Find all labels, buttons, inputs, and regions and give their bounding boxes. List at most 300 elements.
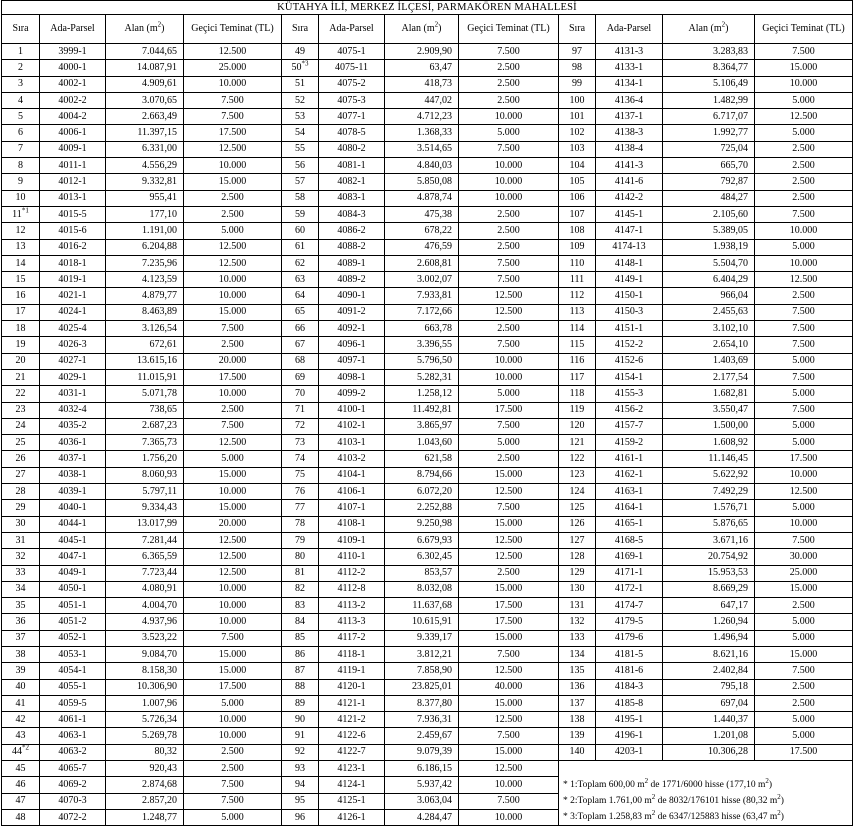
alan-cell: 63,47 xyxy=(385,60,459,76)
teminat-cell: 10.000 xyxy=(184,728,282,744)
alan-cell: 6.717,07 xyxy=(663,109,755,125)
ada-parsel-cell: 4104-1 xyxy=(319,467,385,483)
ada-parsel-cell: 4122-7 xyxy=(319,744,385,760)
sira-cell: 70 xyxy=(282,386,319,402)
alan-cell: 3.865,97 xyxy=(385,418,459,434)
teminat-cell: 7.500 xyxy=(755,44,853,60)
alan-cell: 8.032,08 xyxy=(385,581,459,597)
ada-parsel-cell: 4072-2 xyxy=(40,809,106,825)
ada-parsel-cell: 4152-6 xyxy=(596,353,663,369)
teminat-cell: 17.500 xyxy=(184,369,282,385)
teminat-cell: 5.000 xyxy=(755,239,853,255)
ada-parsel-cell: 4031-1 xyxy=(40,386,106,402)
table-row xyxy=(2,337,853,353)
table-row xyxy=(2,565,853,581)
alan-cell: 4.878,74 xyxy=(385,190,459,206)
alan-cell: 447,02 xyxy=(385,92,459,108)
teminat-cell: 7.500 xyxy=(459,646,559,662)
ada-parsel-cell: 4035-2 xyxy=(40,418,106,434)
ada-parsel-cell: 4089-1 xyxy=(319,255,385,271)
sira-cell: 25 xyxy=(2,435,40,451)
header-ada-parsel: Ada-Parsel xyxy=(319,15,385,44)
alan-cell: 647,17 xyxy=(663,598,755,614)
teminat-cell: 2.500 xyxy=(755,679,853,695)
alan-cell: 9.079,39 xyxy=(385,744,459,760)
alan-cell: 13.615,16 xyxy=(106,353,184,369)
header-ada-parsel: Ada-Parsel xyxy=(596,15,663,44)
sira-cell: 76 xyxy=(282,484,319,500)
sira-cell: 75 xyxy=(282,467,319,483)
sira-cell: 32 xyxy=(2,549,40,565)
ada-parsel-cell: 4117-2 xyxy=(319,630,385,646)
ada-parsel-cell: 4077-1 xyxy=(319,109,385,125)
sira-cell: 52 xyxy=(282,92,319,108)
alan-cell: 2.608,81 xyxy=(385,255,459,271)
teminat-cell: 17.500 xyxy=(755,451,853,467)
sira-cell: 97 xyxy=(559,44,596,60)
ada-parsel-cell: 4142-2 xyxy=(596,190,663,206)
teminat-cell: 12.500 xyxy=(459,532,559,548)
teminat-cell: 2.500 xyxy=(459,239,559,255)
table-row xyxy=(2,484,853,500)
teminat-cell: 40.000 xyxy=(459,679,559,695)
sira-cell: 135 xyxy=(559,663,596,679)
alan-cell: 10.615,91 xyxy=(385,614,459,630)
alan-cell: 665,70 xyxy=(663,158,755,174)
teminat-cell: 10.000 xyxy=(184,712,282,728)
table-row xyxy=(2,614,853,630)
alan-cell: 5.876,65 xyxy=(663,516,755,532)
ada-parsel-cell: 4052-1 xyxy=(40,630,106,646)
sira-cell: 31 xyxy=(2,532,40,548)
sira-cell: 107 xyxy=(559,206,596,222)
ada-parsel-cell: 4082-1 xyxy=(319,174,385,190)
table-row xyxy=(2,92,853,108)
teminat-cell: 15.000 xyxy=(755,60,853,76)
alan-cell: 5.726,34 xyxy=(106,712,184,728)
sira-cell: 14 xyxy=(2,255,40,271)
teminat-cell: 7.500 xyxy=(184,777,282,793)
alan-cell: 1.482,99 xyxy=(663,92,755,108)
sira-cell: 65 xyxy=(282,304,319,320)
ada-parsel-cell: 4164-1 xyxy=(596,500,663,516)
ada-parsel-cell: 4063-1 xyxy=(40,728,106,744)
sira-cell: 109 xyxy=(559,239,596,255)
ada-parsel-cell: 4053-1 xyxy=(40,646,106,662)
ada-parsel-cell: 4136-4 xyxy=(596,92,663,108)
table-row xyxy=(2,418,853,434)
ada-parsel-cell: 4152-2 xyxy=(596,337,663,353)
header-alan: Alan $(m^2)$ xyxy=(106,15,184,44)
alan-cell: 738,65 xyxy=(106,402,184,418)
ada-parsel-cell: 4015-5 xyxy=(40,206,106,222)
sira-cell: 136 xyxy=(559,679,596,695)
alan-cell: 8.377,80 xyxy=(385,695,459,711)
ada-parsel-cell: 4038-1 xyxy=(40,467,106,483)
alan-cell: 795,18 xyxy=(663,679,755,695)
sira-cell: 116 xyxy=(559,353,596,369)
teminat-cell: 12.500 xyxy=(184,141,282,157)
sira-cell: 15 xyxy=(2,272,40,288)
sira-cell: 94 xyxy=(282,777,319,793)
alan-cell: 9.339,17 xyxy=(385,630,459,646)
table-row xyxy=(2,646,853,662)
alan-cell: 5.796,50 xyxy=(385,353,459,369)
sira-cell: 1 xyxy=(2,44,40,60)
ada-parsel-cell: 4168-5 xyxy=(596,532,663,548)
ada-parsel-cell: 4123-1 xyxy=(319,761,385,777)
table-row xyxy=(2,793,853,809)
teminat-cell: 2.500 xyxy=(184,337,282,353)
sira-cell: 73 xyxy=(282,435,319,451)
teminat-cell: 15.000 xyxy=(755,646,853,662)
ada-parsel-cell: 4045-1 xyxy=(40,532,106,548)
sira-cell: 91 xyxy=(282,728,319,744)
footnote: * 3:Toplam 1.258,83 $m^2$ de 6347/125883 hisse (63,47 $m^2$) xyxy=(559,809,853,825)
alan-cell: 4.004,70 xyxy=(106,598,184,614)
ada-parsel-cell: 4147-1 xyxy=(596,223,663,239)
teminat-cell: 12.500 xyxy=(459,712,559,728)
teminat-cell: 30.000 xyxy=(755,549,853,565)
teminat-cell: 2.500 xyxy=(755,158,853,174)
sira-cell: 129 xyxy=(559,565,596,581)
ada-parsel-cell: 4184-3 xyxy=(596,679,663,695)
ada-parsel-cell: 4126-1 xyxy=(319,809,385,825)
sira-cell: 102 xyxy=(559,125,596,141)
sira-cell: 56 xyxy=(282,158,319,174)
teminat-cell: 10.000 xyxy=(459,174,559,190)
header-alan: Alan $(m^2)$ xyxy=(663,15,755,44)
table-title: KÜTAHYA İLİ, MERKEZ İLÇESİ, PARMAKÖREN MAHALLESİ xyxy=(2,1,853,15)
sira-cell: 50$^{*3}$ xyxy=(282,60,319,76)
teminat-cell: 2.500 xyxy=(184,190,282,206)
teminat-cell: 15.000 xyxy=(459,744,559,760)
sira-cell: 55 xyxy=(282,141,319,157)
ada-parsel-cell: 4122-6 xyxy=(319,728,385,744)
alan-cell: 9.250,98 xyxy=(385,516,459,532)
alan-cell: 4.937,96 xyxy=(106,614,184,630)
teminat-cell: 2.500 xyxy=(459,223,559,239)
ada-parsel-cell: 4040-1 xyxy=(40,500,106,516)
ada-parsel-cell: 4171-1 xyxy=(596,565,663,581)
table-row xyxy=(2,272,853,288)
sira-cell: 44$^{*2}$ xyxy=(2,744,40,760)
alan-cell: 11.492,81 xyxy=(385,402,459,418)
sira-cell: 122 xyxy=(559,451,596,467)
sira-cell: 11$^{*1}$ xyxy=(2,206,40,222)
table-row xyxy=(2,174,853,190)
alan-cell: 476,59 xyxy=(385,239,459,255)
ada-parsel-cell: 4121-1 xyxy=(319,695,385,711)
alan-cell: 1.258,12 xyxy=(385,386,459,402)
teminat-cell: 2.500 xyxy=(755,190,853,206)
alan-cell: 5.504,70 xyxy=(663,255,755,271)
sira-cell: 63 xyxy=(282,272,319,288)
teminat-cell: 7.500 xyxy=(184,109,282,125)
teminat-cell: 17.500 xyxy=(459,402,559,418)
teminat-cell: 15.000 xyxy=(459,581,559,597)
alan-cell: 418,73 xyxy=(385,76,459,92)
ada-parsel-cell: 4069-2 xyxy=(40,777,106,793)
alan-cell: 1.608,92 xyxy=(663,435,755,451)
teminat-cell: 2.500 xyxy=(755,174,853,190)
teminat-cell: 5.000 xyxy=(459,125,559,141)
alan-cell: 1.938,19 xyxy=(663,239,755,255)
teminat-cell: 10.000 xyxy=(755,223,853,239)
alan-cell: 10.306,28 xyxy=(663,744,755,760)
ada-parsel-cell: 4103-1 xyxy=(319,435,385,451)
sira-cell: 3 xyxy=(2,76,40,92)
ada-parsel-cell: 4075-11 xyxy=(319,60,385,76)
alan-cell: 5.389,05 xyxy=(663,223,755,239)
ada-parsel-cell: 4103-2 xyxy=(319,451,385,467)
alan-cell: 2.857,20 xyxy=(106,793,184,809)
sira-cell: 92 xyxy=(282,744,319,760)
ada-parsel-cell: 4000-1 xyxy=(40,60,106,76)
ada-parsel-cell: 4138-4 xyxy=(596,141,663,157)
alan-cell: 5.282,31 xyxy=(385,369,459,385)
sira-cell: 77 xyxy=(282,500,319,516)
ada-parsel-cell: 4179-6 xyxy=(596,630,663,646)
teminat-cell: 20.000 xyxy=(184,516,282,532)
sira-cell: 54 xyxy=(282,125,319,141)
alan-cell: 697,04 xyxy=(663,695,755,711)
ada-parsel-cell: 4055-1 xyxy=(40,679,106,695)
sira-cell: 139 xyxy=(559,728,596,744)
alan-cell: 621,58 xyxy=(385,451,459,467)
table-row xyxy=(2,581,853,597)
ada-parsel-cell: 4092-1 xyxy=(319,321,385,337)
sira-cell: 21 xyxy=(2,369,40,385)
alan-cell: 5.622,92 xyxy=(663,467,755,483)
alan-cell: 3.671,16 xyxy=(663,532,755,548)
alan-cell: 1.756,20 xyxy=(106,451,184,467)
alan-cell: 725,04 xyxy=(663,141,755,157)
table-row xyxy=(2,239,853,255)
sira-cell: 18 xyxy=(2,321,40,337)
alan-cell: 3.126,54 xyxy=(106,321,184,337)
teminat-cell: 7.500 xyxy=(755,206,853,222)
teminat-cell: 12.500 xyxy=(755,484,853,500)
ada-parsel-cell: 4174-13 xyxy=(596,239,663,255)
ada-parsel-cell: 4090-1 xyxy=(319,288,385,304)
ada-parsel-cell: 4172-1 xyxy=(596,581,663,597)
sira-cell: 124 xyxy=(559,484,596,500)
header-teminat: Geçici Teminat (TL) xyxy=(459,15,559,44)
sira-cell: 23 xyxy=(2,402,40,418)
teminat-cell: 7.500 xyxy=(459,418,559,434)
teminat-cell: 10.000 xyxy=(755,255,853,271)
teminat-cell: 25.000 xyxy=(755,565,853,581)
ada-parsel-cell: 4013-1 xyxy=(40,190,106,206)
ada-parsel-cell: 4036-1 xyxy=(40,435,106,451)
alan-cell: 4.556,29 xyxy=(106,158,184,174)
ada-parsel-cell: 4051-1 xyxy=(40,598,106,614)
alan-cell: 2.687,23 xyxy=(106,418,184,434)
teminat-cell: 5.000 xyxy=(755,500,853,516)
ada-parsel-cell: 4016-2 xyxy=(40,239,106,255)
alan-cell: 2.874,68 xyxy=(106,777,184,793)
sira-cell: 41 xyxy=(2,695,40,711)
sira-cell: 98 xyxy=(559,60,596,76)
alan-cell: 7.933,81 xyxy=(385,288,459,304)
ada-parsel-cell: 4161-1 xyxy=(596,451,663,467)
ada-parsel-cell: 4107-1 xyxy=(319,500,385,516)
ada-parsel-cell: 4081-1 xyxy=(319,158,385,174)
alan-cell: 1.007,96 xyxy=(106,695,184,711)
teminat-cell: 7.500 xyxy=(459,44,559,60)
sira-cell: 68 xyxy=(282,353,319,369)
teminat-cell: 17.500 xyxy=(184,679,282,695)
table-row xyxy=(2,663,853,679)
sira-cell: 112 xyxy=(559,288,596,304)
teminat-cell: 2.500 xyxy=(459,206,559,222)
teminat-cell: 10.000 xyxy=(184,158,282,174)
sira-cell: 34 xyxy=(2,581,40,597)
sira-cell: 81 xyxy=(282,565,319,581)
header-alan: Alan $(m^2)$ xyxy=(385,15,459,44)
ada-parsel-cell: 4110-1 xyxy=(319,549,385,565)
ada-parsel-cell: 4011-1 xyxy=(40,158,106,174)
teminat-cell: 5.000 xyxy=(459,435,559,451)
alan-cell: 920,43 xyxy=(106,761,184,777)
ada-parsel-cell: 4113-3 xyxy=(319,614,385,630)
sira-cell: 78 xyxy=(282,516,319,532)
table-row xyxy=(2,744,853,760)
teminat-cell: 12.500 xyxy=(184,239,282,255)
ada-parsel-cell: 4004-2 xyxy=(40,109,106,125)
ada-parsel-cell: 4141-6 xyxy=(596,174,663,190)
ada-parsel-cell: 4118-1 xyxy=(319,646,385,662)
alan-cell: 7.936,31 xyxy=(385,712,459,728)
sira-cell: 113 xyxy=(559,304,596,320)
sira-cell: 42 xyxy=(2,712,40,728)
teminat-cell: 7.500 xyxy=(184,321,282,337)
sira-cell: 120 xyxy=(559,418,596,434)
alan-cell: 853,57 xyxy=(385,565,459,581)
alan-cell: 5.071,78 xyxy=(106,386,184,402)
teminat-cell: 5.000 xyxy=(755,728,853,744)
teminat-cell: 7.500 xyxy=(459,255,559,271)
sira-cell: 62 xyxy=(282,255,319,271)
teminat-cell: 15.000 xyxy=(184,500,282,516)
alan-cell: 2.654,10 xyxy=(663,337,755,353)
alan-cell: 1.992,77 xyxy=(663,125,755,141)
ada-parsel-cell: 4026-3 xyxy=(40,337,106,353)
teminat-cell: 10.000 xyxy=(184,598,282,614)
teminat-cell: 17.500 xyxy=(755,744,853,760)
alan-cell: 6.072,20 xyxy=(385,484,459,500)
ada-parsel-cell: 4078-5 xyxy=(319,125,385,141)
teminat-cell: 5.000 xyxy=(755,712,853,728)
alan-cell: 678,22 xyxy=(385,223,459,239)
sira-cell: 58 xyxy=(282,190,319,206)
alan-cell: 5.937,42 xyxy=(385,777,459,793)
teminat-cell: 7.500 xyxy=(755,369,853,385)
teminat-cell: 17.500 xyxy=(184,125,282,141)
sira-cell: 134 xyxy=(559,646,596,662)
ada-parsel-cell: 4029-1 xyxy=(40,369,106,385)
sira-cell: 90 xyxy=(282,712,319,728)
alan-cell: 8.794,66 xyxy=(385,467,459,483)
alan-cell: 3.102,10 xyxy=(663,321,755,337)
ada-parsel-cell: 4006-1 xyxy=(40,125,106,141)
alan-cell: 11.637,68 xyxy=(385,598,459,614)
alan-cell: 8.621,16 xyxy=(663,646,755,662)
teminat-cell: 12.500 xyxy=(184,44,282,60)
ada-parsel-cell: 4174-7 xyxy=(596,598,663,614)
alan-cell: 3.550,47 xyxy=(663,402,755,418)
alan-cell: 2.177,54 xyxy=(663,369,755,385)
ada-parsel-cell: 4075-1 xyxy=(319,44,385,60)
table-row xyxy=(2,304,853,320)
alan-cell: 6.404,29 xyxy=(663,272,755,288)
sira-cell: 93 xyxy=(282,761,319,777)
ada-parsel-cell: 4050-1 xyxy=(40,581,106,597)
teminat-cell: 2.500 xyxy=(459,76,559,92)
alan-cell: 1.248,77 xyxy=(106,809,184,825)
sira-cell: 57 xyxy=(282,174,319,190)
table-row xyxy=(2,500,853,516)
sira-cell: 20 xyxy=(2,353,40,369)
sira-cell: 40 xyxy=(2,679,40,695)
sira-cell: 60 xyxy=(282,223,319,239)
alan-cell: 3.002,07 xyxy=(385,272,459,288)
alan-cell: 7.235,96 xyxy=(106,255,184,271)
sira-cell: 83 xyxy=(282,598,319,614)
teminat-cell: 12.500 xyxy=(184,565,282,581)
ada-parsel-cell: 3999-1 xyxy=(40,44,106,60)
teminat-cell: 2.500 xyxy=(184,761,282,777)
teminat-cell: 15.000 xyxy=(755,581,853,597)
teminat-cell: 7.500 xyxy=(184,793,282,809)
sira-cell: 39 xyxy=(2,663,40,679)
sira-cell: 138 xyxy=(559,712,596,728)
alan-cell: 4.284,47 xyxy=(385,809,459,825)
alan-cell: 966,04 xyxy=(663,288,755,304)
table-row xyxy=(2,76,853,92)
alan-cell: 8.060,93 xyxy=(106,467,184,483)
teminat-cell: 5.000 xyxy=(755,353,853,369)
alan-cell: 3.812,21 xyxy=(385,646,459,662)
teminat-cell: 7.500 xyxy=(459,337,559,353)
table-row xyxy=(2,712,853,728)
sira-cell: 7 xyxy=(2,141,40,157)
ada-parsel-cell: 4027-1 xyxy=(40,353,106,369)
sira-cell: 19 xyxy=(2,337,40,353)
ada-parsel-cell: 4059-5 xyxy=(40,695,106,711)
header-teminat: Geçici Teminat (TL) xyxy=(184,15,282,44)
alan-cell: 2.402,84 xyxy=(663,663,755,679)
sira-cell: 17 xyxy=(2,304,40,320)
sira-cell: 27 xyxy=(2,467,40,483)
ada-parsel-cell: 4154-1 xyxy=(596,369,663,385)
teminat-cell: 2.500 xyxy=(459,92,559,108)
table-row xyxy=(2,141,853,157)
ada-parsel-cell: 4015-6 xyxy=(40,223,106,239)
ada-parsel-cell: 4112-2 xyxy=(319,565,385,581)
teminat-cell: 15.000 xyxy=(184,174,282,190)
alan-cell: 80,32 xyxy=(106,744,184,760)
teminat-cell: 2.500 xyxy=(755,141,853,157)
ada-parsel-cell: 4065-7 xyxy=(40,761,106,777)
alan-cell: 1.368,33 xyxy=(385,125,459,141)
table-row xyxy=(2,353,853,369)
alan-cell: 3.514,65 xyxy=(385,141,459,157)
alan-cell: 13.017,99 xyxy=(106,516,184,532)
sira-cell: 36 xyxy=(2,614,40,630)
sira-cell: 38 xyxy=(2,646,40,662)
